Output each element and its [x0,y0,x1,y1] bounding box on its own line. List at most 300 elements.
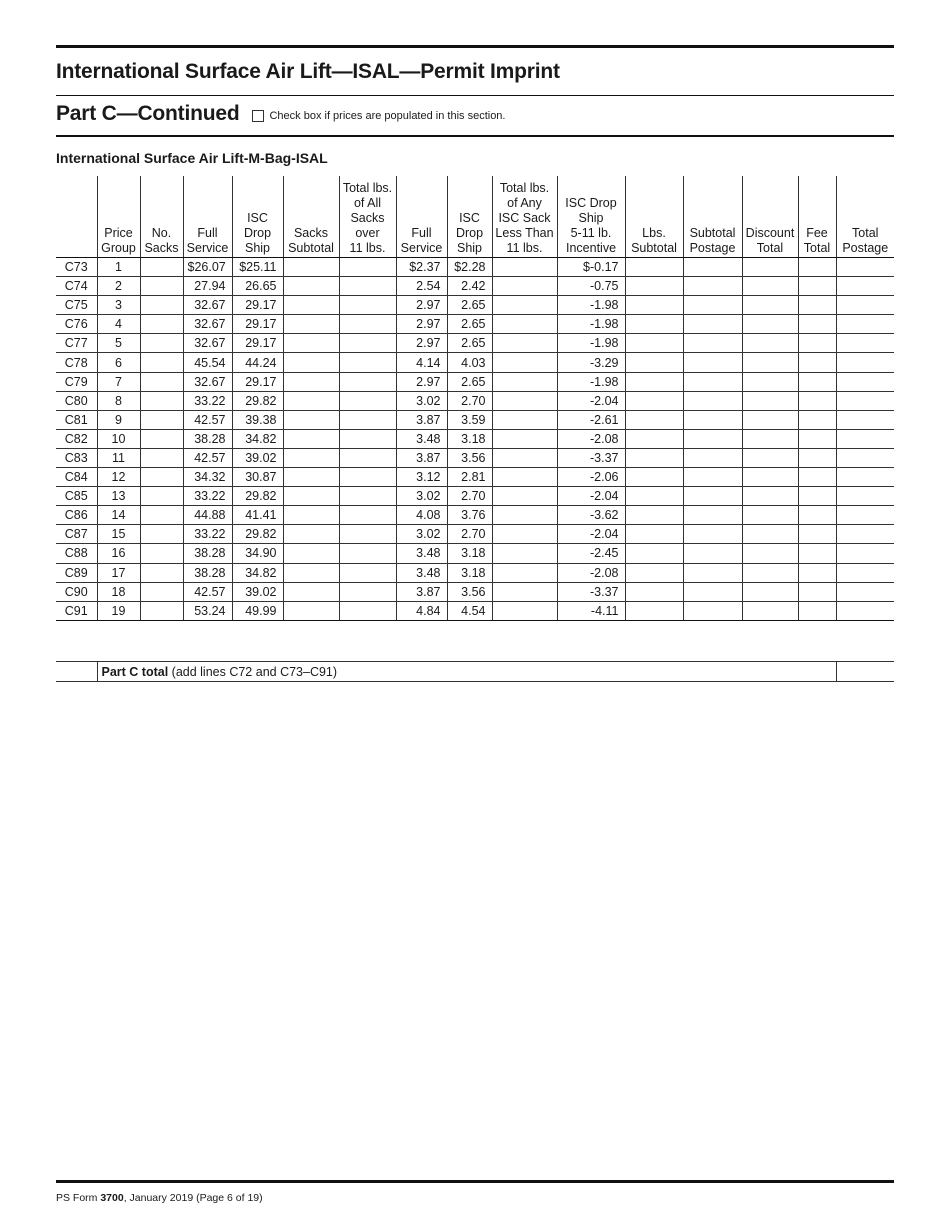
fee-total-input[interactable] [798,544,836,563]
column-header-text: No. [151,226,172,240]
lbs-subtotal-input[interactable] [625,353,683,372]
full-service-lb-rate: 2.54 [396,277,447,296]
sacks-subtotal-input[interactable] [283,277,339,296]
no-sacks-input[interactable] [140,448,183,467]
no-sacks-input[interactable] [140,506,183,525]
discount-total-input[interactable] [742,258,798,277]
total-postage-input[interactable] [836,525,894,544]
total-postage-input[interactable] [836,487,894,506]
subtotal-postage-input[interactable] [683,391,742,410]
price-group: 9 [97,410,140,429]
table-row [56,391,894,410]
sacks-subtotal-input[interactable] [283,601,339,620]
total-postage-input[interactable] [836,601,894,620]
total-lbs-less-than-11-input[interactable] [492,468,557,487]
subtotal-postage-input[interactable] [683,258,742,277]
total-lbs-less-than-11-input[interactable] [492,334,557,353]
total-lbs-over-11-input[interactable] [339,429,396,448]
sacks-subtotal-input[interactable] [283,429,339,448]
subtotal-postage-input[interactable] [683,334,742,353]
subtotal-postage-input[interactable] [683,525,742,544]
full-service-rate: 32.67 [183,315,232,334]
column-header-text: Group [101,241,136,255]
part-title: Part C—Continued [56,102,240,125]
column-header-text: Service [186,241,229,255]
lbs-subtotal-input[interactable] [625,315,683,334]
part-divider [56,135,894,137]
total-postage-input[interactable] [836,315,894,334]
sacks-subtotal-input[interactable] [283,315,339,334]
table-row [56,506,894,525]
column-header-text: Ship [578,211,604,225]
isc-drop-ship-lb-rate: 2.65 [447,315,492,334]
form-title: International Surface Air Lift—ISAL—Permit Imprint [56,60,560,83]
subtotal-postage-input[interactable] [683,372,742,391]
top-rule [56,45,894,48]
column-header-text: Total [756,241,784,255]
lbs-subtotal-input[interactable] [625,506,683,525]
column-header-text: ISC [247,211,268,225]
no-sacks-input[interactable] [140,315,183,334]
incentive-rate: -0.75 [557,277,625,296]
total-lbs-over-11-input[interactable] [339,448,396,467]
column-header-text: Service [400,241,443,255]
isc-drop-ship-rate: 39.02 [232,582,283,601]
column-header-text: Price [104,226,133,240]
table-row [56,544,894,563]
total-lbs-over-11-input[interactable] [339,506,396,525]
isc-drop-ship-rate: 29.17 [232,334,283,353]
total-postage-input[interactable] [836,258,894,277]
fee-total-input[interactable] [798,353,836,372]
lbs-subtotal-input[interactable] [625,487,683,506]
total-lbs-less-than-11-input[interactable] [492,296,557,315]
discount-total-input[interactable] [742,544,798,563]
isc-drop-ship-rate: 34.82 [232,563,283,582]
full-service-rate: 38.28 [183,429,232,448]
isc-drop-ship-rate: $25.11 [232,258,283,277]
total-lbs-over-11-input[interactable] [339,258,396,277]
isc-drop-ship-rate: 44.24 [232,353,283,372]
isc-drop-ship-lb-rate: 3.18 [447,563,492,582]
total-lbs-less-than-11-input[interactable] [492,601,557,620]
column-header [557,176,625,258]
sacks-subtotal-input[interactable] [283,525,339,544]
discount-total-input[interactable] [742,601,798,620]
lbs-subtotal-input[interactable] [625,277,683,296]
column-header [625,176,683,258]
rates-table [56,176,894,621]
isc-drop-ship-rate: 29.17 [232,315,283,334]
total-lbs-less-than-11-input[interactable] [492,429,557,448]
total-lbs-over-11-input[interactable] [339,410,396,429]
full-service-lb-rate: 4.08 [396,506,447,525]
total-lbs-over-11-input[interactable] [339,487,396,506]
no-sacks-input[interactable] [140,277,183,296]
subtotal-postage-input[interactable] [683,563,742,582]
full-service-lb-rate: 3.02 [396,391,447,410]
fee-total-input[interactable] [798,296,836,315]
full-service-rate: 42.57 [183,448,232,467]
subtotal-postage-input[interactable] [683,429,742,448]
no-sacks-input[interactable] [140,334,183,353]
fee-total-input[interactable] [798,601,836,620]
incentive-rate: -3.37 [557,582,625,601]
fee-total-input[interactable] [798,563,836,582]
column-header [183,176,232,258]
full-service-lb-rate: 3.87 [396,448,447,467]
full-service-rate: 32.67 [183,296,232,315]
price-group: 19 [97,601,140,620]
fee-total-input[interactable] [798,334,836,353]
total-postage-input[interactable] [836,429,894,448]
total-lbs-less-than-11-input[interactable] [492,391,557,410]
no-sacks-input[interactable] [140,601,183,620]
price-group: 3 [97,296,140,315]
lbs-subtotal-input[interactable] [625,410,683,429]
discount-total-input[interactable] [742,410,798,429]
column-header [447,176,492,258]
fee-total-input[interactable] [798,277,836,296]
column-header-text: Sacks [350,211,385,225]
bottom-rule [56,1180,894,1183]
isc-drop-ship-lb-rate: 2.65 [447,372,492,391]
no-sacks-input[interactable] [140,353,183,372]
total-lbs-over-11-input[interactable] [339,334,396,353]
table-row [56,525,894,544]
subtotal-postage-input[interactable] [683,487,742,506]
column-header-text: Sacks [293,226,329,240]
fee-total-input[interactable] [798,315,836,334]
fee-total-input[interactable] [798,410,836,429]
sacks-subtotal-input[interactable] [283,563,339,582]
no-sacks-input[interactable] [140,372,183,391]
total-lbs-over-11-input[interactable] [339,353,396,372]
fee-total-input[interactable] [798,391,836,410]
discount-total-input[interactable] [742,429,798,448]
fee-total-input[interactable] [798,525,836,544]
total-lbs-less-than-11-input[interactable] [492,353,557,372]
column-header-text: Subtotal [288,241,334,255]
fee-total-input[interactable] [798,487,836,506]
discount-total-input[interactable] [742,391,798,410]
lbs-subtotal-input[interactable] [625,372,683,391]
sacks-subtotal-input[interactable] [283,468,339,487]
lbs-subtotal-input[interactable] [625,544,683,563]
lbs-subtotal-input[interactable] [625,563,683,582]
price-group: 13 [97,487,140,506]
table-row [56,468,894,487]
full-service-rate: 42.57 [183,582,232,601]
isc-drop-ship-rate: 29.17 [232,372,283,391]
total-lbs-over-11-input[interactable] [339,544,396,563]
column-header-text: ISC Drop [565,196,617,210]
table-row [56,277,894,296]
subtotal-postage-input[interactable] [683,277,742,296]
total-postage-input[interactable] [836,582,894,601]
sacks-subtotal-input[interactable] [283,410,339,429]
isc-drop-ship-lb-rate: 3.59 [447,410,492,429]
fee-total-input[interactable] [798,448,836,467]
total-lbs-over-11-input[interactable] [339,315,396,334]
lbs-subtotal-input[interactable] [625,601,683,620]
total-postage-input[interactable] [836,296,894,315]
price-group: 2 [97,277,140,296]
subtotal-postage-input[interactable] [683,468,742,487]
total-postage-input[interactable] [836,468,894,487]
sacks-subtotal-input[interactable] [283,487,339,506]
incentive-rate: -1.98 [557,372,625,391]
discount-total-input[interactable] [742,582,798,601]
full-service-rate: 38.28 [183,544,232,563]
lbs-subtotal-input[interactable] [625,334,683,353]
total-postage-input[interactable] [836,662,894,682]
lbs-subtotal-input[interactable] [625,582,683,601]
table-row [56,448,894,467]
line-number: C83 [56,448,97,467]
lbs-subtotal-input[interactable] [625,258,683,277]
discount-total-input[interactable] [742,334,798,353]
column-header-text: Postage [842,241,889,255]
discount-total-input[interactable] [742,487,798,506]
incentive-rate: -1.98 [557,315,625,334]
lbs-subtotal-input[interactable] [625,448,683,467]
full-service-lb-rate: 3.87 [396,410,447,429]
total-lbs-less-than-11-input[interactable] [492,487,557,506]
fee-total-input[interactable] [798,372,836,391]
total-postage-input[interactable] [836,334,894,353]
column-header-text: ISC Sack [498,211,551,225]
discount-total-input[interactable] [742,372,798,391]
total-lbs-over-11-input[interactable] [339,468,396,487]
full-service-rate: $26.07 [183,258,232,277]
full-service-rate: 45.54 [183,353,232,372]
line-number: C90 [56,582,97,601]
column-header [97,176,140,258]
no-sacks-input[interactable] [140,525,183,544]
line-number: C87 [56,525,97,544]
column-header-text: 5-11 lb. [570,226,612,240]
total-lbs-over-11-input[interactable] [339,563,396,582]
total-lbs-less-than-11-input[interactable] [492,410,557,429]
total-postage-input[interactable] [836,544,894,563]
line-number: C81 [56,410,97,429]
subtotal-postage-input[interactable] [683,410,742,429]
isc-drop-ship-rate: 26.65 [232,277,283,296]
total-lbs-over-11-input[interactable] [339,296,396,315]
column-header-text: Less Than [495,226,554,240]
total-lbs-less-than-11-input[interactable] [492,525,557,544]
price-group: 14 [97,506,140,525]
no-sacks-input[interactable] [140,563,183,582]
column-header-text: Total lbs. [342,181,393,195]
no-sacks-input[interactable] [140,487,183,506]
subtotal-postage-input[interactable] [683,315,742,334]
column-header-text: ISC [459,211,480,225]
total-postage-input[interactable] [836,563,894,582]
checkbox-label: Check box if prices are populated in this section. [269,110,506,122]
column-header-text: Drop [243,226,272,240]
full-service-lb-rate: 3.48 [396,544,447,563]
isc-drop-ship-rate: 29.82 [232,391,283,410]
column-header-text: 11 lbs. [349,241,386,255]
column-header-text: Total [803,241,831,255]
no-sacks-input[interactable] [140,410,183,429]
isc-drop-ship-lb-rate: $2.28 [447,258,492,277]
incentive-rate: $-0.17 [557,258,625,277]
total-lbs-less-than-11-input[interactable] [492,315,557,334]
sacks-subtotal-input[interactable] [283,296,339,315]
full-service-lb-rate: 2.97 [396,334,447,353]
no-sacks-input[interactable] [140,582,183,601]
discount-total-input[interactable] [742,506,798,525]
no-sacks-input[interactable] [140,391,183,410]
column-header [232,176,283,258]
discount-total-input[interactable] [742,296,798,315]
incentive-rate: -2.04 [557,391,625,410]
full-service-rate: 32.67 [183,372,232,391]
discount-total-input[interactable] [742,525,798,544]
full-service-rate: 33.22 [183,487,232,506]
discount-total-input[interactable] [742,277,798,296]
column-header-text: Incentive [565,241,617,255]
sacks-subtotal-input[interactable] [283,506,339,525]
column-header-text: Full [411,226,432,240]
total-label-rest: (add lines C72 and C73–C91) [168,664,338,679]
line-number: C73 [56,258,97,277]
full-service-rate: 27.94 [183,277,232,296]
total-lbs-over-11-input[interactable] [339,391,396,410]
price-group: 11 [97,448,140,467]
discount-total-input[interactable] [742,353,798,372]
isc-drop-ship-lb-rate: 2.65 [447,334,492,353]
subtotal-postage-input[interactable] [683,448,742,467]
title-divider [56,95,894,96]
total-lbs-less-than-11-input[interactable] [492,506,557,525]
full-service-lb-rate: 2.97 [396,372,447,391]
total-lbs-less-than-11-input[interactable] [492,258,557,277]
column-header [742,176,798,258]
total-line-cell [56,662,97,682]
lbs-subtotal-input[interactable] [625,429,683,448]
sacks-subtotal-input[interactable] [283,353,339,372]
total-lbs-over-11-input[interactable] [339,601,396,620]
line-number: C78 [56,353,97,372]
total-lbs-less-than-11-input[interactable] [492,544,557,563]
fee-total-input[interactable] [798,506,836,525]
total-postage-input[interactable] [836,506,894,525]
total-postage-input[interactable] [836,277,894,296]
lbs-subtotal-input[interactable] [625,391,683,410]
isc-drop-ship-lb-rate: 2.81 [447,468,492,487]
lbs-subtotal-input[interactable] [625,296,683,315]
fee-total-input[interactable] [798,429,836,448]
subtotal-postage-input[interactable] [683,506,742,525]
part-c-total-row [56,662,894,682]
total-postage-input[interactable] [836,353,894,372]
fee-total-input[interactable] [798,468,836,487]
column-header-text: Postage [689,241,736,255]
total-lbs-over-11-input[interactable] [339,582,396,601]
isc-drop-ship-lb-rate: 3.56 [447,582,492,601]
total-lbs-less-than-11-input[interactable] [492,277,557,296]
footer-suffix: , January 2019 (Page 6 of 19) [123,1192,263,1204]
column-header [683,176,742,258]
no-sacks-input[interactable] [140,544,183,563]
discount-total-input[interactable] [742,563,798,582]
line-number: C88 [56,544,97,563]
fee-total-input[interactable] [798,258,836,277]
part-header [56,102,506,126]
total-lbs-less-than-11-input[interactable] [492,448,557,467]
isc-drop-ship-lb-rate: 3.56 [447,448,492,467]
total-lbs-over-11-input[interactable] [339,525,396,544]
total-lbs-over-11-input[interactable] [339,277,396,296]
sacks-subtotal-input[interactable] [283,258,339,277]
price-group: 1 [97,258,140,277]
total-postage-input[interactable] [836,448,894,467]
no-sacks-input[interactable] [140,468,183,487]
total-postage-input[interactable] [836,391,894,410]
sacks-subtotal-input[interactable] [283,582,339,601]
total-lbs-less-than-11-input[interactable] [492,372,557,391]
lbs-subtotal-input[interactable] [625,468,683,487]
isc-drop-ship-lb-rate: 4.03 [447,353,492,372]
full-service-rate: 38.28 [183,563,232,582]
incentive-rate: -3.29 [557,353,625,372]
total-postage-input[interactable] [836,372,894,391]
total-lbs-over-11-input[interactable] [339,372,396,391]
sacks-subtotal-input[interactable] [283,334,339,353]
no-sacks-input[interactable] [140,296,183,315]
subtotal-postage-input[interactable] [683,296,742,315]
total-lbs-less-than-11-input[interactable] [492,563,557,582]
line-number: C85 [56,487,97,506]
column-header-text: Fee [806,226,828,240]
sacks-subtotal-input[interactable] [283,544,339,563]
no-sacks-input[interactable] [140,429,183,448]
full-service-rate: 33.22 [183,391,232,410]
footer [56,1192,263,1204]
full-service-lb-rate: 3.12 [396,468,447,487]
sacks-subtotal-input[interactable] [283,448,339,467]
isc-drop-ship-lb-rate: 2.70 [447,391,492,410]
subtotal-postage-input[interactable] [683,544,742,563]
isc-drop-ship-rate: 41.41 [232,506,283,525]
incentive-rate: -2.04 [557,525,625,544]
fee-total-input[interactable] [798,582,836,601]
discount-total-input[interactable] [742,315,798,334]
sacks-subtotal-input[interactable] [283,372,339,391]
isc-drop-ship-rate: 39.38 [232,410,283,429]
subtotal-postage-input[interactable] [683,601,742,620]
isc-drop-ship-lb-rate: 3.18 [447,429,492,448]
no-sacks-input[interactable] [140,258,183,277]
column-header [56,176,97,258]
subtotal-postage-input[interactable] [683,353,742,372]
price-group: 6 [97,353,140,372]
discount-total-input[interactable] [742,468,798,487]
prices-populated-checkbox[interactable] [252,110,264,122]
discount-total-input[interactable] [742,448,798,467]
total-label-bold: Part C total [101,664,169,679]
total-lbs-less-than-11-input[interactable] [492,582,557,601]
lbs-subtotal-input[interactable] [625,525,683,544]
total-postage-input[interactable] [836,410,894,429]
subtotal-postage-input[interactable] [683,582,742,601]
incentive-rate: -2.61 [557,410,625,429]
sacks-subtotal-input[interactable] [283,391,339,410]
